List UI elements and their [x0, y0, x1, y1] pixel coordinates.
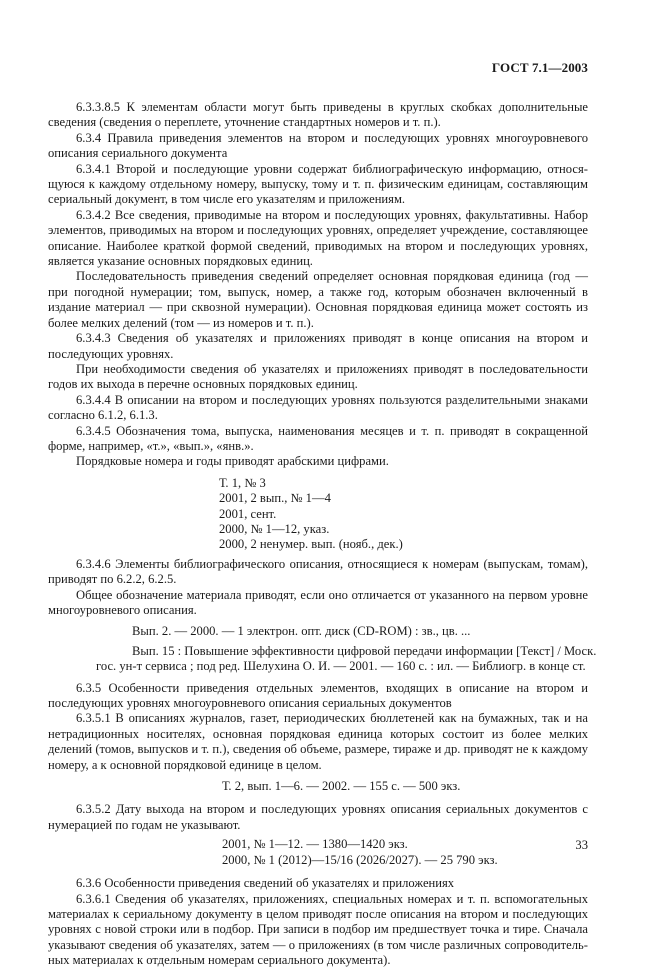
example-line: Т. 1, № 3: [219, 475, 266, 490]
paragraph-arabic-numbers: Порядковые номера и годы приводят арабскими цифрами.: [76, 454, 389, 469]
paragraph-6-3-5-1: 6.3.5.1 В описаниях журналов, газет, периодических бюллетеней как на бумажных, так и на нетрадиционных носителях, основная порядковая единица которых состоит из более мелких делений (томов, выпусков и т. п.), сведения об объеме, размере, тираже и др. приводят не к каждому номеру, а к основной порядковой единице в целом.: [48, 711, 588, 772]
paragraph-6-3-4-5: 6.3.4.5 Обозначения тома, выпуска, наименования месяцев и т. п. приводят в сокращенной форме, например, «т.», «вып.», «янв.».: [48, 423, 588, 453]
paragraph-6-3-4-2: 6.3.4.2 Все сведения, приводимые на втором и последующих уровнях, факультативны. Набор элементов, приводимых на втором и последующих уровнях, определяет учреждение, составляющее описание. Наиболее краткой формой сведений, приводимых на втором и последующих уровнях, является указание основных порядковых единиц.: [48, 207, 588, 269]
paragraph-6-3-4-6: 6.3.4.6 Элементы библиографического описания, относящиеся к номерам (выпускам, томам), приводят по 6.2.2, 6.2.5.: [48, 556, 588, 587]
example-line: 2001, сент.: [219, 506, 277, 521]
example-line: 2001, 2 вып., № 1—4: [219, 491, 331, 506]
paragraph-material-designation: Общее обозначение материала приводят, если оно отличается от указанного на первом уровне многоуровневого описания.: [48, 587, 588, 617]
volume-example: Т. 2, вып. 1—6. — 2002. — 155 с. — 500 экз.: [222, 779, 461, 794]
example-line: 2000, № 1 (2012)—15/16 (2026/2027). — 25 790 экз.: [222, 852, 498, 867]
paragraph-6-3-6: 6.3.6 Особенности приведения сведений об указателях и приложениях: [76, 876, 455, 891]
document-body: [48, 100, 597, 969]
paragraph-sequence: Последовательность приведения сведений определяет основная порядковая единица (год — при погодной нумерации; том, выпуск, номер, а также год, которым обозначен включенный в издание материал — при сквозной нумерации). Основная порядковая единица может состоять из более мелких делений (том — из номеров и т. п.).: [48, 269, 588, 330]
example-line: Вып. 15 : Повышение эффективности цифровой передачи информации [Текст] / Моск.: [132, 643, 597, 658]
paragraph-6-3-4-4: 6.3.4.4 В описании на втором и последующих уровнях пользуются разделительными знаками согласно 6.1.2, 6.1.3.: [48, 392, 588, 423]
paragraph-6-3-4: 6.3.4 Правила приведения элементов на втором и последующих уровнях многоуровневого описания сериального документа: [48, 130, 588, 161]
paragraph-6-3-5: 6.3.5 Особенности приведения отдельных элементов, входящих в описание на втором и последующих уровнях многоуровневого описания сериальных документов: [48, 680, 588, 711]
paragraph-indexes-order: При необходимости сведения об указателях и приложениях приводят в последовательности годов их выхода в перечне основных порядковых единиц.: [48, 361, 588, 392]
paragraph-6-3-3-8-5: 6.3.3.8.5 К элементам области могут быть приведены в круглых скобках дополнительные сведения (сведения о переплете, уточнение стандартных номеров и т. п.).: [48, 100, 588, 130]
paragraph-6-3-4-3: 6.3.4.3 Сведения об указателях и приложениях приводят в конце описания на втором и последующих уровнях.: [48, 331, 588, 361]
example-line: Вып. 2. — 2000. — 1 электрон. опт. диск (CD-ROM) : зв., цв. ...: [132, 624, 471, 639]
paragraph-6-3-6-1: 6.3.6.1 Сведения об указателях, приложениях, специальных номерах и т. п. вспомогательных материалах к сериальному документу в целом приводят после описания на втором и последующих уровнях с новой строки или в подбор. При записи в подбор им предшествует точка и тире. Сначала указывают сведения об указателях, затем — о приложениях (в том числе различных сопроводительных материалах к отдельным номерам сериального документа).: [48, 891, 588, 968]
numbering-examples: [48, 476, 588, 553]
yearly-examples: [48, 837, 588, 868]
page-number: 33: [575, 838, 588, 852]
material-examples: [48, 624, 597, 674]
example-line: 2000, 2 ненумер. вып. (нояб., дек.): [219, 537, 403, 552]
example-line: 2000, № 1—12, указ.: [219, 521, 330, 536]
paragraph-6-3-4-1: 6.3.4.1 Второй и последующие уровни содержат библиографическую информацию, относящуюся к каждому отдельному номеру, выпуску, тому и т. п. физическим единицам, составляющим сериальный документ, в том числе его указателям и приложениям.: [48, 161, 588, 207]
example-line: гос. ун-т сервиса ; под ред. Шелухина О. И. — 2001. — 160 с. : ил. — Библиогр. в конце ст.: [96, 659, 586, 674]
paragraph-6-3-5-2: 6.3.5.2 Дату выхода на втором и последующих уровнях описания сериальных документов с нумерацией по годам не указывают.: [48, 802, 588, 832]
document-header-standard: ГОСТ 7.1—2003: [491, 60, 588, 75]
example-line: 2001, № 1—12. — 1380—1420 экз.: [222, 837, 408, 852]
